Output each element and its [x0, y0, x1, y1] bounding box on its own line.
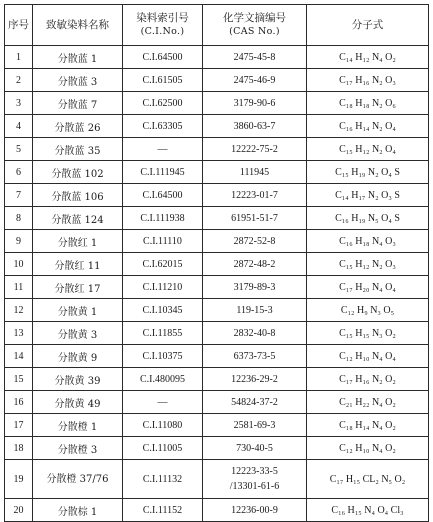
cas-number: 54824-37-2 — [231, 396, 278, 408]
cell-cas-no — [203, 161, 307, 184]
cas-number: 12236-29-2 — [231, 373, 278, 385]
cell-ci-no: C.I.11005 — [123, 437, 203, 460]
header-ci-line1: 染料索引号 — [136, 12, 189, 24]
table-row — [5, 299, 429, 322]
table-row — [5, 499, 429, 522]
cell-no: 3 — [5, 92, 33, 115]
cell-dye-name: 分散橙 37/76 — [33, 460, 123, 499]
cell-ci-no: C.I.11080 — [123, 414, 203, 437]
cell-dye-name: 分散橙 3 — [33, 437, 123, 460]
cell-ci-no: C.I.63305 — [123, 115, 203, 138]
cell-no: 17 — [5, 414, 33, 437]
cell-no: 9 — [5, 230, 33, 253]
cell-dye-name: 分散蓝 35 — [33, 138, 123, 161]
cas-number: 2872-48-2 — [233, 258, 276, 270]
table-row — [5, 460, 429, 499]
cell-cas-no — [203, 414, 307, 437]
cas-number: 6373-73-5 — [233, 350, 276, 362]
table-row — [5, 138, 429, 161]
cell-ci-no: C.I.11132 — [123, 460, 203, 499]
cell-no: 2 — [5, 69, 33, 92]
header-no: 序号 — [5, 5, 33, 46]
cell-no: 19 — [5, 460, 33, 499]
table-row — [5, 115, 429, 138]
header-formula: 分子式 — [307, 5, 429, 46]
cell-formula: C₁₄ H₁₂ N₄ O₂ — [307, 46, 429, 69]
cell-ci-no: C.I.64500 — [123, 184, 203, 207]
cell-formula: C₁₂ H₁₀ N₄ O₄ — [307, 345, 429, 368]
cell-dye-name: 分散橙 1 — [33, 414, 123, 437]
cell-formula: C₁₂ H₉ N₃ O₅ — [307, 299, 429, 322]
cell-formula: C₂₁ H₂₂ N₄ O₂ — [307, 391, 429, 414]
cell-dye-name: 分散蓝 124 — [33, 207, 123, 230]
cell-no: 4 — [5, 115, 33, 138]
cell-formula: C₁₆ H₁₅ N₄ O₄ Cl₃ — [307, 499, 429, 522]
cell-no: 8 — [5, 207, 33, 230]
table-row — [5, 437, 429, 460]
cell-no: 10 — [5, 253, 33, 276]
cell-dye-name: 分散黄 49 — [33, 391, 123, 414]
cell-no: 11 — [5, 276, 33, 299]
cell-cas-no — [203, 184, 307, 207]
cell-ci-no: — — [123, 391, 203, 414]
cell-ci-no: C.I.10345 — [123, 299, 203, 322]
cell-cas-no — [203, 115, 307, 138]
cas-number: 12223-01-7 — [231, 189, 278, 201]
cell-cas-no — [203, 138, 307, 161]
cell-cas-no — [203, 207, 307, 230]
table-row — [5, 161, 429, 184]
cell-no: 20 — [5, 499, 33, 522]
table-row — [5, 92, 429, 115]
cell-ci-no: C.I.11110 — [123, 230, 203, 253]
cell-ci-no: C.I.62500 — [123, 92, 203, 115]
table-row — [5, 207, 429, 230]
cell-dye-name: 分散蓝 102 — [33, 161, 123, 184]
cell-cas-no — [203, 92, 307, 115]
cas-number: 3179-89-3 — [233, 281, 276, 293]
sensitizing-dyes-table — [4, 4, 429, 522]
cas-number: 12223-33-5 — [231, 466, 278, 477]
cas-number: 2832-40-8 — [233, 327, 276, 339]
cell-cas-no — [203, 46, 307, 69]
cell-formula: C₁₆ H₁₉ N₅ O₄ S — [307, 207, 429, 230]
table-row — [5, 230, 429, 253]
cas-number: 2475-46-9 — [233, 74, 276, 86]
cell-dye-name: 分散黄 1 — [33, 299, 123, 322]
cell-cas-no — [203, 253, 307, 276]
cell-cas-no — [203, 299, 307, 322]
cell-no: 7 — [5, 184, 33, 207]
cell-cas-no — [203, 276, 307, 299]
cell-ci-no: C.I.11210 — [123, 276, 203, 299]
header-cas-no — [203, 5, 307, 46]
cell-formula: C₁₆ H₁₄ N₂ O₄ — [307, 115, 429, 138]
cell-formula: C₁₂ H₁₀ N₄ O₂ — [307, 437, 429, 460]
cell-formula: C₁₅ H₁₉ N₂ O₄ S — [307, 161, 429, 184]
table-header — [5, 5, 429, 46]
cell-formula: C₁₅ H₁₅ N₃ O₂ — [307, 322, 429, 345]
cell-no: 14 — [5, 345, 33, 368]
cell-dye-name: 分散蓝 106 — [33, 184, 123, 207]
table-row — [5, 368, 429, 391]
cell-no: 15 — [5, 368, 33, 391]
table-row — [5, 414, 429, 437]
cell-no: 13 — [5, 322, 33, 345]
cell-dye-name: 分散红 17 — [33, 276, 123, 299]
header-ci-line2: (C.I.No.) — [140, 26, 185, 37]
cell-ci-no: C.I.62015 — [123, 253, 203, 276]
cell-dye-name: 分散黄 3 — [33, 322, 123, 345]
cell-cas-no — [203, 499, 307, 522]
cell-ci-no: — — [123, 138, 203, 161]
cell-formula: C₁₇ H₁₆ N₂ O₂ — [307, 368, 429, 391]
cell-cas-no — [203, 437, 307, 460]
cell-no: 1 — [5, 46, 33, 69]
cas-number: 111945 — [239, 166, 270, 178]
cell-formula: C₁₅ H₁₂ N₂ O₃ — [307, 253, 429, 276]
cell-ci-no: C.I.111945 — [123, 161, 203, 184]
cell-ci-no: C.I.64500 — [123, 46, 203, 69]
table-row — [5, 391, 429, 414]
cell-ci-no: C.I.111938 — [123, 207, 203, 230]
cas-number: 61951-51-7 — [231, 212, 278, 224]
header-ci-no — [123, 5, 203, 46]
table-row — [5, 253, 429, 276]
cell-no: 6 — [5, 161, 33, 184]
cell-no: 18 — [5, 437, 33, 460]
cell-no: 5 — [5, 138, 33, 161]
cell-cas-no — [203, 322, 307, 345]
cell-dye-name: 分散蓝 1 — [33, 46, 123, 69]
cell-dye-name: 分散蓝 3 — [33, 69, 123, 92]
cas-number: 730-40-5 — [236, 442, 273, 454]
cell-formula: C₁₆ H₁₈ N₄ O₃ — [307, 230, 429, 253]
cas-number: 119-15-3 — [236, 304, 273, 316]
cell-dye-name: 分散黄 39 — [33, 368, 123, 391]
cell-formula: C₁₇ H₂₀ N₄ O₄ — [307, 276, 429, 299]
cell-cas-no — [203, 69, 307, 92]
header-cas-line2: (CAS No.) — [229, 26, 280, 37]
cell-ci-no: C.I.61505 — [123, 69, 203, 92]
cell-ci-no: C.I.480095 — [123, 368, 203, 391]
cas-number: 3179-90-6 — [233, 97, 276, 109]
cell-no: 12 — [5, 299, 33, 322]
cell-cas-no — [203, 368, 307, 391]
cell-dye-name: 分散红 11 — [33, 253, 123, 276]
cell-ci-no: C.I.11152 — [123, 499, 203, 522]
cell-dye-name: 分散蓝 26 — [33, 115, 123, 138]
cell-dye-name: 分散红 1 — [33, 230, 123, 253]
table-row — [5, 276, 429, 299]
cell-formula: C₁₅ H₁₂ N₂ O₄ — [307, 138, 429, 161]
cas-number: /13301-61-6 — [229, 481, 280, 492]
cell-dye-name: 分散蓝 7 — [33, 92, 123, 115]
table-body — [5, 46, 429, 522]
table-row — [5, 345, 429, 368]
cell-no: 16 — [5, 391, 33, 414]
cas-number: 2581-69-3 — [233, 419, 276, 431]
table-row — [5, 184, 429, 207]
cell-formula: C₁₇ H₁₆ N₂ O₃ — [307, 69, 429, 92]
cell-formula: C₁₄ H₁₇ N₂ O₃ S — [307, 184, 429, 207]
cell-formula: C₁₈ H₁₈ N₂ O₆ — [307, 92, 429, 115]
cell-formula: C₁₈ H₁₄ N₄ O₂ — [307, 414, 429, 437]
header-cas-line1: 化学文摘编号 — [223, 12, 286, 24]
table-row — [5, 46, 429, 69]
cell-formula: C₁₇ H₁₅ CL₂ N₅ O₂ — [307, 460, 429, 499]
cell-cas-no — [203, 391, 307, 414]
table-row — [5, 322, 429, 345]
cell-dye-name: 分散黄 9 — [33, 345, 123, 368]
cas-number: 12222-75-2 — [231, 143, 278, 155]
cell-cas-no — [203, 230, 307, 253]
cas-number: 12236-00-9 — [231, 504, 278, 516]
cell-dye-name: 分散棕 1 — [33, 499, 123, 522]
cell-cas-no — [203, 460, 307, 499]
cell-ci-no: C.I.11855 — [123, 322, 203, 345]
table-row — [5, 69, 429, 92]
cell-cas-no — [203, 345, 307, 368]
cas-number: 2872-52-8 — [233, 235, 276, 247]
cas-number: 2475-45-8 — [233, 51, 276, 63]
header-dye-name: 致敏染料名称 — [33, 5, 123, 46]
cell-ci-no: C.I.10375 — [123, 345, 203, 368]
cas-number: 3860-63-7 — [233, 120, 276, 132]
header-row — [5, 5, 429, 46]
